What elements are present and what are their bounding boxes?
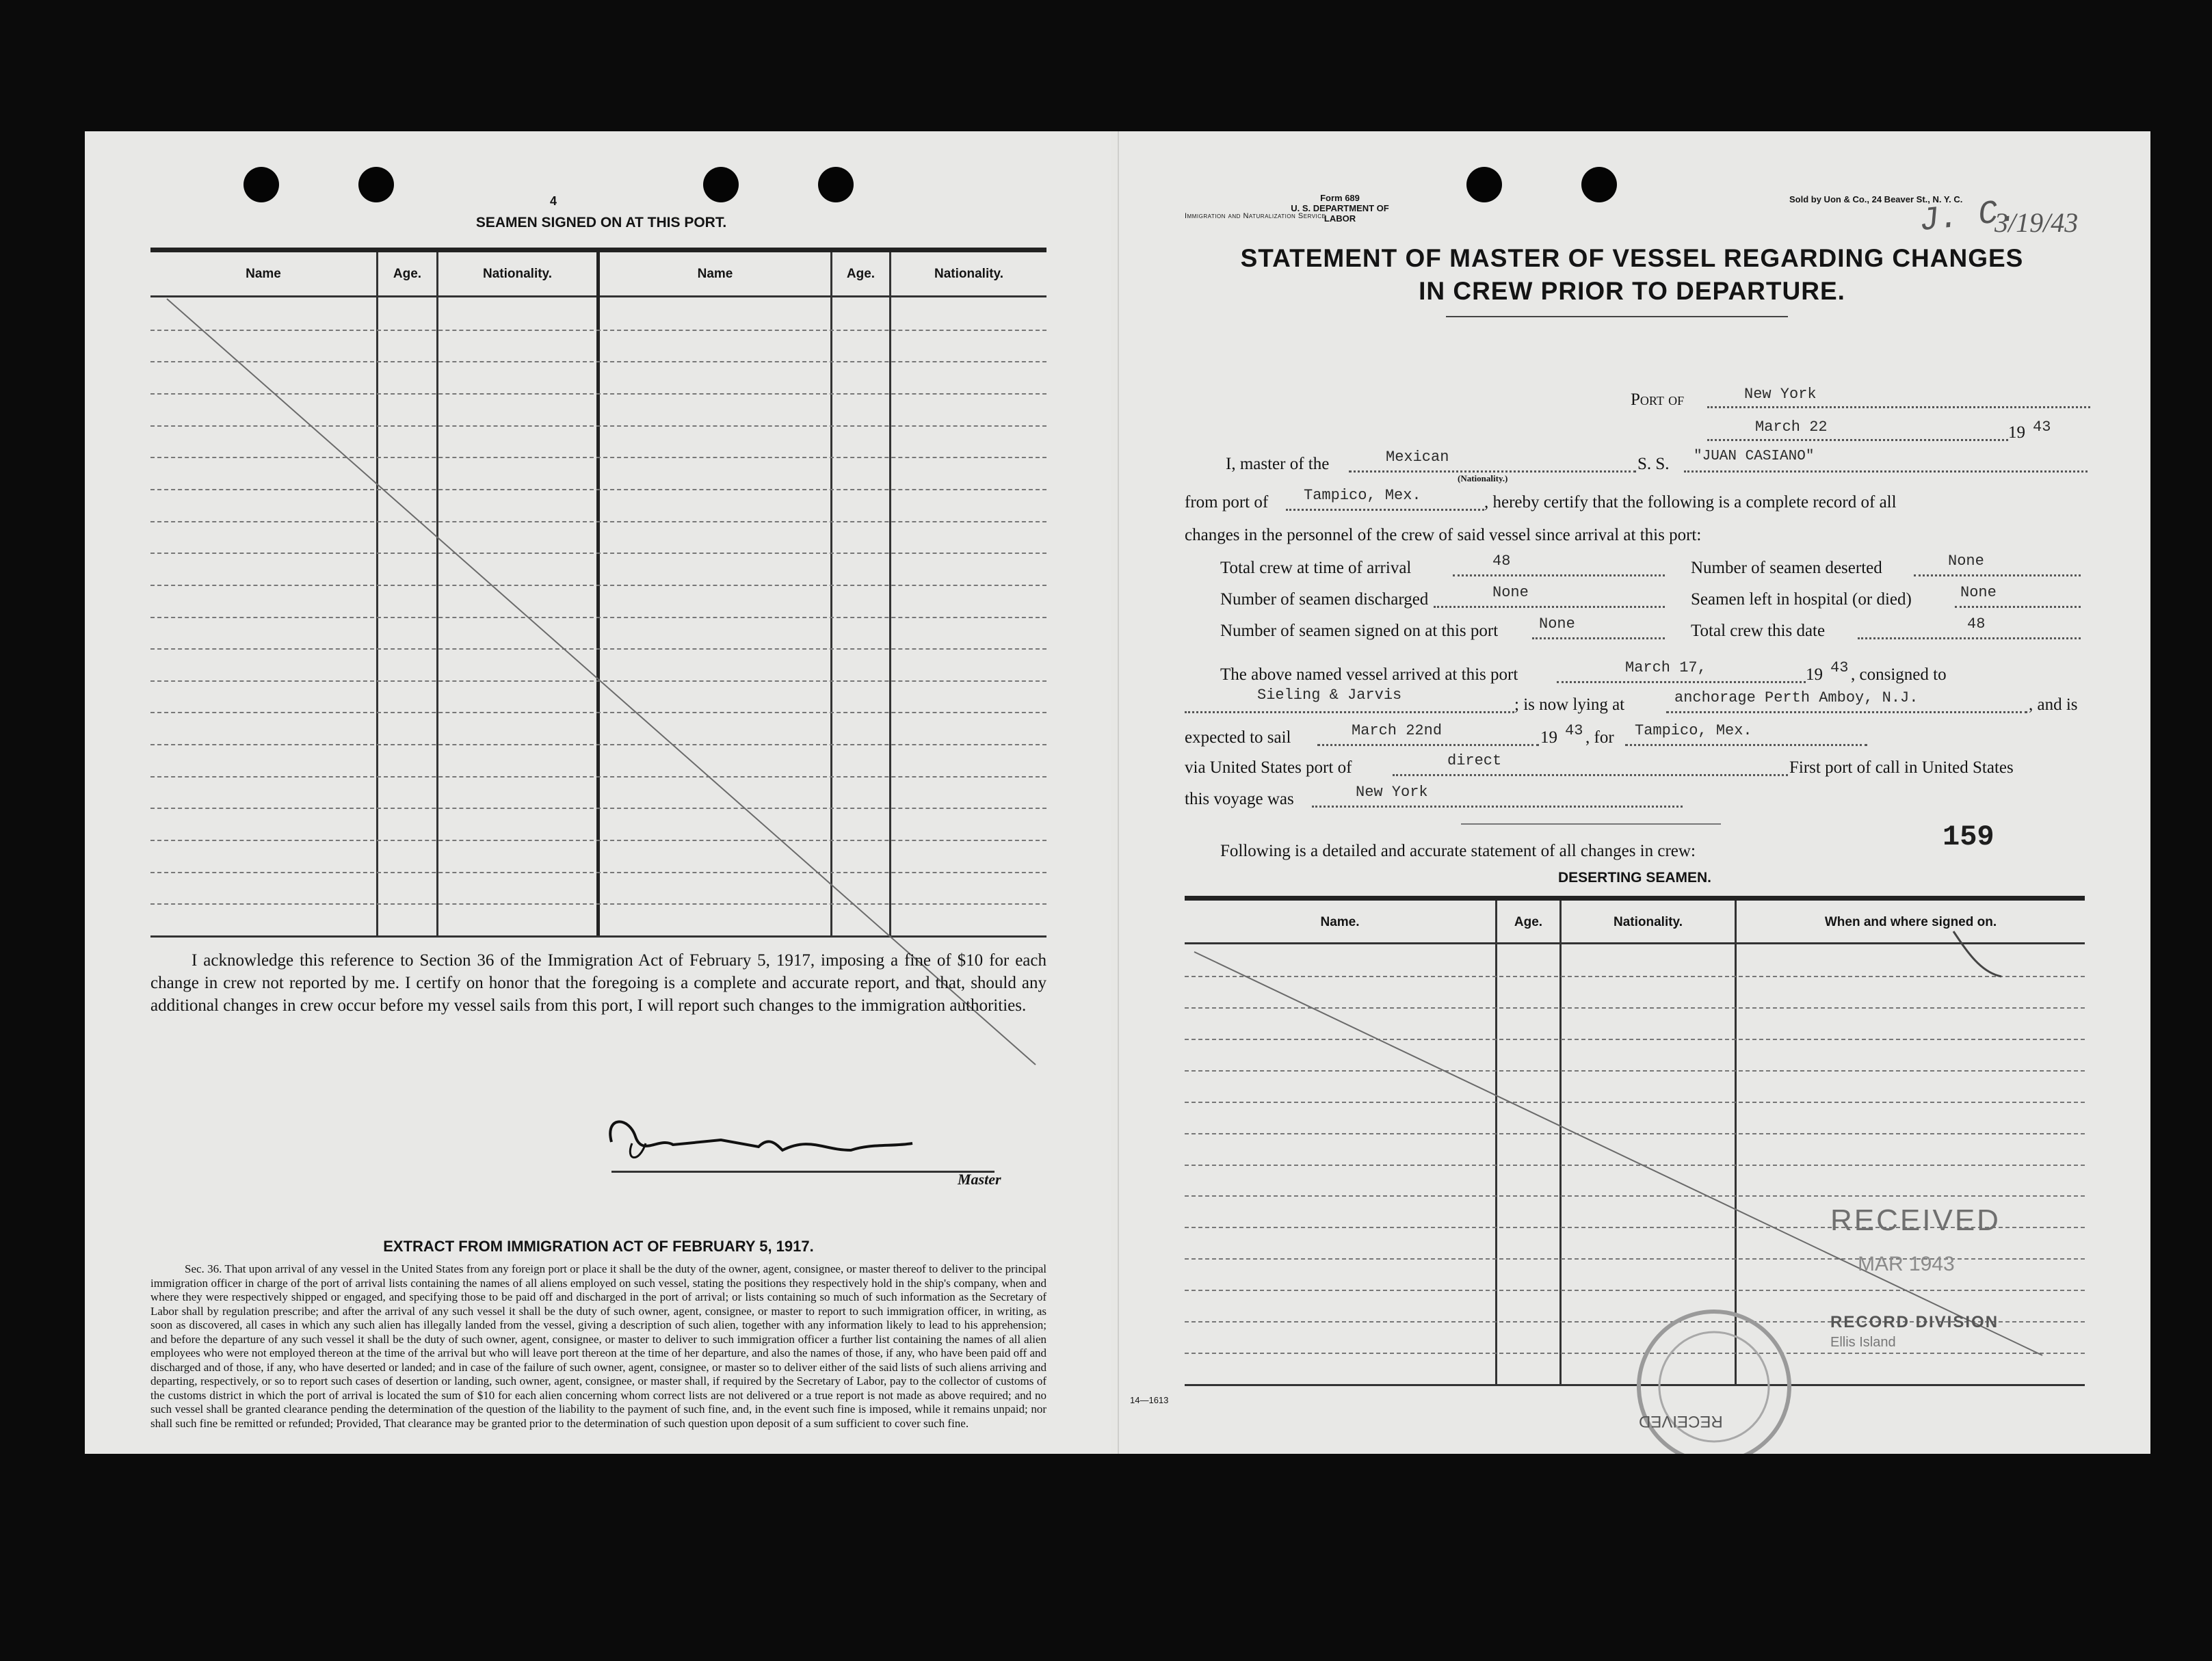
port-label: Port of [1631,390,1685,409]
hospital-label: Seamen left in hospital (or died) [1691,590,1912,609]
arrived-label: The above named vessel arrived at this port [1220,665,1518,684]
expected-year-prefix: 19 [1540,728,1557,747]
expected-year: 43 [1565,722,1583,739]
first-port-label: First port of call in United States [1789,758,2014,777]
total-crew-arrival-value: 48 [1492,553,1511,570]
desert-cancel-line [1119,131,2150,1454]
consigned-label: , consigned to [1851,665,1947,684]
total-crew-date-value: 48 [1967,615,1986,633]
deserted-value: None [1948,553,1984,570]
title-line-2: IN CREW PRIOR TO DEPARTURE. [1419,277,1845,305]
received-stamp-inverted: RECEIVED [1639,1412,1723,1431]
received-stamp: RECEIVED [1830,1204,2001,1237]
following-text: Following is a detailed and accurate statement of all changes in crew: [1220,842,1696,860]
via-value: direct [1447,752,1502,769]
arrived-year: 43 [1830,659,1849,676]
arrived-year-prefix: 19 [1806,665,1823,684]
page-number: 4 [550,194,557,208]
discharged-label: Number of seamen discharged [1220,590,1429,609]
via-label: via United States port of [1185,758,1352,777]
voyage-label: this voyage was [1185,790,1294,808]
and-is-text: , and is [2029,695,2078,714]
nationality-value: Mexican [1386,449,1449,466]
date-year: 43 [2033,418,2051,436]
acknowledgment-text: I acknowledge this reference to Section 36 of the Immigration Act of February 5, 1917, imposing a fine of $10 for each change in crew not reported by me. I certify on honor that the foregoing is a complete and accurate report, and that, should any additional changes in crew occur before my vessel sails from this port, I will report such changes to the immigration authorities. [150,951,1046,1015]
voyage-value: New York [1356,784,1428,801]
received-date: MAR 1943 [1858,1253,1955,1275]
master-of-label: I, master of the [1226,455,1330,473]
service-name: Immigration and Naturalization Service [1185,212,1326,220]
seller-imprint: Sold by Uon & Co., 24 Beaver St., N. Y. C. [1789,194,1963,204]
stamp-number: 159 [1943,821,1994,853]
col-header-age: Age. [846,267,875,281]
deserted-label: Number of seamen deserted [1691,559,1882,577]
col-header-nationality: Nationality. [934,267,1003,281]
port-value: New York [1744,386,1817,403]
from-port-value: Tampico, Mex. [1304,487,1421,504]
deserting-title: DESERTING SEAMEN. [1557,870,1712,886]
expected-label: expected to sail [1185,728,1291,747]
signed-on-value: None [1539,615,1575,633]
arrived-value: March 17, [1625,659,1707,676]
master-signature [610,1121,912,1150]
title-line-1: STATEMENT OF MASTER OF VESSEL REGARDING CHANGES [1240,244,2024,272]
right-page [1118,131,2150,1454]
total-crew-arrival-label: Total crew at time of arrival [1220,559,1412,577]
form-code: 14—1613 [1130,1395,1169,1405]
changes-text: changes in the personnel of the crew of said vessel since arrival at this port: [1185,526,1702,544]
left-page [85,131,1111,1454]
master-label: Master [958,1171,1001,1188]
col-header-name: Name [246,267,281,281]
form-number: Form 689 [1320,193,1360,203]
for-label: , for [1585,728,1614,747]
col-header-age: Age. [393,267,422,281]
desert-col-age: Age. [1514,915,1543,929]
consignee-value: Sieling & Jarvis [1257,687,1402,704]
total-crew-date-label: Total crew this date [1691,622,1826,640]
certify-text: , hereby certify that the following is a complete record of all [1484,493,1897,511]
from-port-label: from port of [1185,493,1269,511]
date-value: March 22 [1755,418,1828,436]
handwritten-date: 3/19/43 [1994,207,2079,238]
vessel-name: "JUAN CASIANO" [1694,449,1815,464]
discharged-value: None [1492,584,1529,601]
department-name: U. S. DEPARTMENT OF LABOR [1291,203,1389,224]
extract-title: EXTRACT FROM IMMIGRATION ACT OF FEBRUARY 5, 1917. [383,1238,814,1255]
signed-on-label: Number of seamen signed on at this port [1220,622,1499,640]
record-location: Ellis Island [1830,1335,1896,1350]
date-year-prefix: 19 [2008,423,2025,442]
record-division: RECORD DIVISION [1830,1313,1999,1331]
desert-col-nationality: Nationality. [1614,915,1683,929]
col-header-name: Name [697,267,733,281]
desert-col-signed-on: When and where signed on. [1824,915,1997,929]
seamen-signed-title: SEAMEN SIGNED ON AT THIS PORT. [475,215,727,230]
master-signature-line [611,1171,995,1173]
expected-value: March 22nd [1352,722,1443,739]
lying-value: anchorage Perth Amboy, N.J. [1674,689,1919,706]
col-header-nationality: Nationality. [483,267,552,281]
lying-label: ; is now lying at [1514,695,1625,714]
hospital-value: None [1960,584,1997,601]
nationality-caption: (Nationality.) [1458,473,1508,483]
destination-value: Tampico, Mex. [1635,722,1752,739]
desert-col-name: Name. [1320,915,1360,929]
handwritten-annotation: J. C. [1917,193,2020,241]
extract-text: Sec. 36. That upon arrival of any vessel in the United States from any foreign port or place it shall be the duty of the owner, agent, consignee, or master thereof to deliver to the principal immigration officer in charge of the port of arrival lists containing the names of all aliens employed on such vessel, stating the positions they respectively hold in the ship's company, when and where they were respectively shipped or engaged, and specifying those to be paid off and discharged in the port of arrival; or lists containing so much of such information as the Secretary of Labor shall by regulation prescribe; and after the arrival of any such vessel it shall be the duty of such owner, agent, consignee, or master to report to such immigration officer, in writing, as soon as discovered, all cases in which any such alien has illegally landed from the vessel, giving a description of such alien, together with any information likely to lead to his apprehension; and before the departure of any such vessel it shall be the duty of such owner, agent, consignee, or master to deliver to such immigration officer a further list containing the names of all alien employees who were not employed thereon at the time of the arrival but who will leave port thereon at the time of her departure, and also the names of those, if any, who have been paid off and discharged and of those, if any, who have deserted or landed; and in case of the failure of such owner, agent, consignee, or master so to deliver either of the said lists of such aliens arriving and departing, respectively, or so to report such cases of desertion or landing, such owner, agent, consignee, or master shall, if required by the Secretary of Labor, pay to the collector of customs of the customs district in which the port of arrival is located the sum of $10 for each alien concerning whom correct lists are not delivered or a true report is not made as above required; and no such vessel shall be granted clearance pending the determination of the question of the liability to the payment of such fine, and, in the event such fine is imposed, while it remains unpaid; nor shall such fine be remitted or refunded; Provided, That clearance may be granted prior to the determination of such question upon deposit of a sum sufficient to cover such fine. [150,1262,1046,1430]
ss-label: S. S. [1637,455,1670,473]
